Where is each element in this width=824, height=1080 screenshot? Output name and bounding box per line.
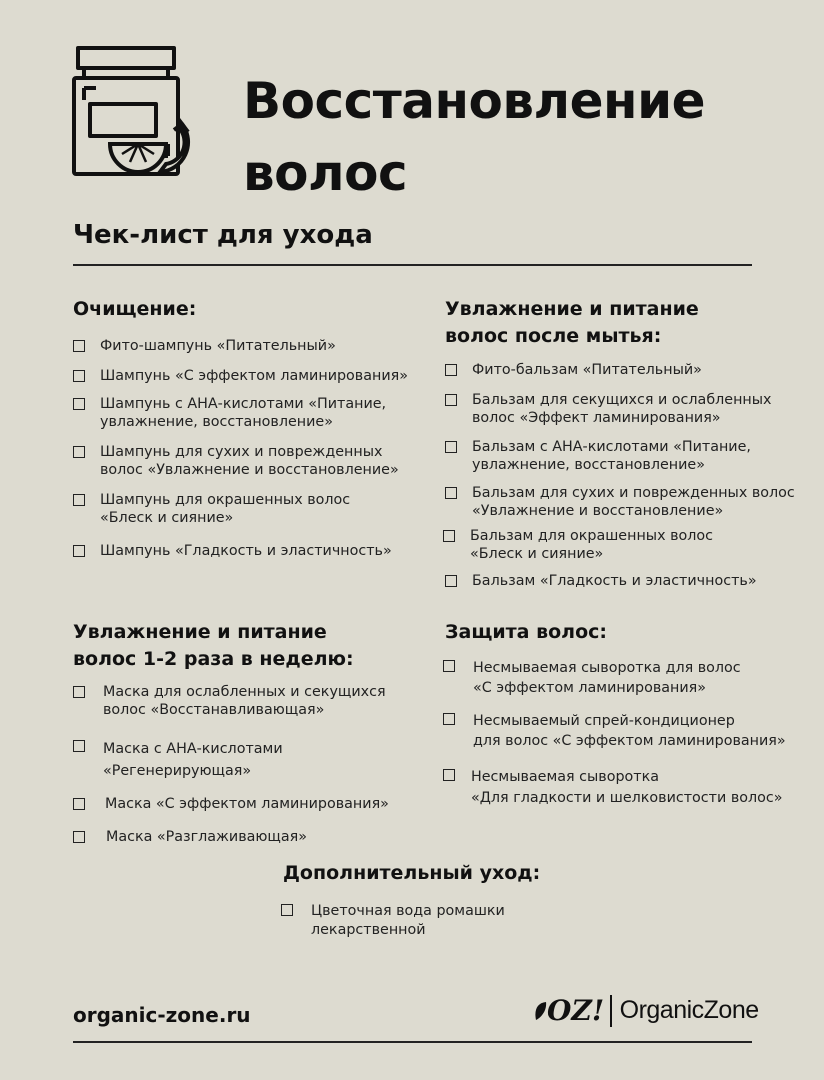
item-label: Шампунь «С эффектом ламинирования» (100, 368, 408, 384)
section-title-protection: Защита волос: (445, 621, 607, 643)
item-label: Шампунь для окрашенных волос «Блеск и сияние» (100, 492, 351, 526)
item-label: Бальзам для сухих и поврежденных волос «Увлажнение и восстановление» (472, 485, 795, 519)
section-title-additional: Дополнительный уход: (283, 862, 541, 884)
checklist-item[interactable] (445, 439, 751, 474)
page-title-line-1: Восстановление (243, 72, 706, 130)
logo-name: OrganicZone (619, 996, 759, 1024)
checklist-item[interactable] (281, 902, 505, 940)
checklist-item[interactable] (445, 392, 772, 427)
checkbox[interactable] (443, 713, 455, 725)
item-label: Цветочная вода ромашки лекарственной (311, 903, 505, 938)
jar-with-lemon-icon (70, 44, 210, 180)
checkbox[interactable] (73, 340, 85, 352)
checkbox[interactable] (73, 370, 85, 382)
checklist-item[interactable] (445, 362, 702, 380)
checklist-item[interactable] (73, 796, 389, 814)
header-divider (73, 264, 752, 266)
checklist-item[interactable] (73, 543, 392, 561)
item-label: Бальзам с АНА-кислотами «Питание, увлажнение, восстановление» (472, 439, 751, 473)
checkbox[interactable] (443, 769, 455, 781)
checkbox[interactable] (73, 798, 85, 810)
item-label: Фито-шампунь «Питательный» (100, 338, 336, 354)
checklist-item[interactable] (73, 684, 386, 719)
checkbox[interactable] (73, 446, 85, 458)
footer-divider (73, 1041, 752, 1043)
item-label: Несмываемый спрей-кондиционер для волос «С эффектом ламинирования» (473, 713, 786, 749)
item-label: Шампунь для сухих и поврежденных волос «Увлажнение и восстановление» (100, 444, 399, 478)
item-label: Маска «Разглаживающая» (106, 829, 308, 845)
logo-mark: OZ! (547, 994, 605, 1027)
checkbox[interactable] (443, 660, 455, 672)
subtitle: Чек-лист для ухода (73, 220, 373, 250)
checklist-item[interactable] (73, 338, 336, 356)
leaf-icon (533, 1000, 547, 1022)
section-title-cleansing: Очищение: (73, 298, 197, 320)
item-label: Маска «С эффектом ламинирования» (105, 796, 389, 812)
checklist-item[interactable] (73, 492, 350, 527)
checkbox[interactable] (445, 441, 457, 453)
item-label: Бальзам для окрашенных волос «Блеск и сияние» (470, 528, 713, 562)
checkbox[interactable] (445, 394, 457, 406)
item-label: Бальзам «Гладкость и эластичность» (472, 573, 757, 589)
checkbox[interactable] (73, 831, 85, 843)
section-title-after-wash: Увлажнение и питание волос после мытья: (445, 298, 699, 347)
item-label: Несмываемая сыворотка «Для гладкости и шелковистости волос» (471, 769, 783, 806)
checkbox[interactable] (73, 545, 85, 557)
checkbox[interactable] (73, 494, 85, 506)
checkbox[interactable] (73, 740, 85, 752)
item-label: Шампунь с АНА-кислотами «Питание, увлажнение, восстановление» (100, 396, 387, 430)
checklist-item[interactable] (73, 738, 283, 782)
checklist-item[interactable] (445, 573, 757, 591)
page-title-line-2: волос (243, 144, 408, 202)
checkbox[interactable] (73, 398, 85, 410)
website-link[interactable]: organic-zone.ru (73, 1003, 251, 1027)
checklist-item[interactable] (73, 829, 307, 847)
checkbox[interactable] (73, 686, 85, 698)
checkbox[interactable] (445, 487, 457, 499)
checklist-item[interactable] (445, 485, 795, 520)
checklist-item[interactable] (443, 767, 782, 809)
item-label: Фито-бальзам «Питательный» (472, 362, 702, 378)
checkbox[interactable] (443, 530, 455, 542)
checklist-item[interactable] (73, 368, 408, 386)
item-label: Бальзам для секущихся и ослабленных волос «Эффект ламинирования» (472, 392, 772, 426)
checklist-item[interactable] (73, 444, 399, 479)
checkbox[interactable] (445, 575, 457, 587)
checklist-item[interactable] (443, 711, 786, 751)
checkbox[interactable] (281, 904, 293, 916)
organic-zone-logo (533, 994, 759, 1027)
logo-separator (610, 995, 612, 1027)
checkbox[interactable] (445, 364, 457, 376)
item-label: Шампунь «Гладкость и эластичность» (100, 543, 392, 559)
item-label: Несмываемая сыворотка для волос «С эффектом ламинирования» (473, 660, 741, 696)
item-label: Маска для ослабленных и секущихся волос «Восстанавливающая» (103, 684, 386, 718)
checklist-item[interactable] (443, 528, 713, 563)
section-title-weekly: Увлажнение и питание волос 1-2 раза в неделю: (73, 621, 354, 670)
checklist-item[interactable] (73, 396, 386, 431)
item-label: Маска с АНА-кислотами «Регенерирующая» (103, 741, 283, 779)
checklist-item[interactable] (443, 658, 741, 698)
